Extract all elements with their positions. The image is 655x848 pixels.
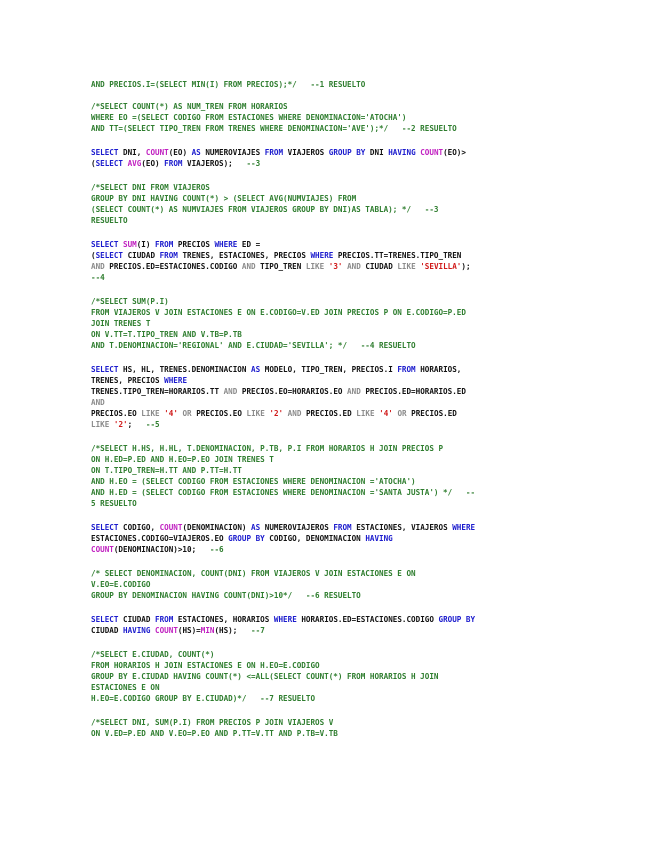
code-token: --5 — [145, 420, 160, 429]
code-token: FROM — [333, 523, 352, 532]
code-token: (DENOMINACION)>10; — [113, 545, 210, 554]
code-token: PRECIOS.ED=ESTACIONES.CODIGO — [104, 262, 242, 271]
code-token: COUNT — [145, 148, 169, 157]
code-token: WHERE — [310, 251, 334, 260]
code-token: NUMEROVIAJEROS — [260, 523, 334, 532]
code-token: HS, HL, TRENES.DENOMINACION — [118, 365, 252, 374]
code-token: /* SELECT DENOMINACION, COUNT(DNI) FROM VIAJEROS V JOIN ESTACIONES E ON — [91, 569, 416, 578]
code-token: '2' — [269, 409, 284, 418]
code-line — [91, 319, 150, 329]
code-line — [91, 365, 461, 375]
code-line — [91, 113, 406, 123]
code-token: FROM — [164, 159, 183, 168]
code-line — [91, 240, 260, 250]
code-token: (EO) — [168, 148, 192, 157]
code-line — [91, 262, 471, 272]
code-token: PRECIOS.EO=HORARIOS.EO — [237, 387, 348, 396]
code-token: ESTACIONES, VIAJEROS — [351, 523, 453, 532]
code-line — [91, 159, 260, 169]
code-line — [91, 251, 461, 261]
code-token: HORARIOS.ED=ESTACIONES.CODIGO — [296, 615, 439, 624]
code-token: V.EO=E.CODIGO — [91, 580, 151, 589]
code-token: ON V.ED=P.ED AND V.EO=P.EO AND P.TT=V.TT AND P.TB=V.TB — [91, 729, 338, 738]
code-line — [91, 420, 160, 430]
code-line — [91, 545, 224, 555]
code-token: CIUDAD — [123, 251, 160, 260]
code-token: AND H.EO = (SELECT CODIGO FROM ESTACIONES WHERE DENOMINACION ='ATOCHA') — [91, 477, 416, 486]
code-token: CODIGO, DENOMINACION — [264, 534, 366, 543]
code-token: DNI — [365, 148, 389, 157]
code-token: AVG — [127, 159, 142, 168]
code-token: ON T.TIPO_TREN=H.TT AND P.TT=H.TT — [91, 466, 242, 475]
code-token: AND T.DENOMINACION='REGIONAL' AND E.CIUDAD='SEVILLA'; */ --4 RESUELTO — [91, 341, 416, 350]
code-token: TIPO_TREN — [255, 262, 306, 271]
code-token: PRECIOS.ED — [301, 409, 357, 418]
code-line — [91, 444, 443, 454]
code-token: WHERE — [273, 615, 297, 624]
code-line — [91, 650, 214, 660]
code-token: ( — [91, 159, 96, 168]
code-line — [91, 80, 365, 90]
code-line — [91, 591, 361, 601]
code-token: TRENES, ESTACIONES, PRECIOS — [177, 251, 311, 260]
code-token: FROM — [264, 148, 284, 157]
code-token: /*SELECT SUM(P.I) — [91, 297, 169, 306]
code-token: WHERE — [214, 240, 238, 249]
code-token: AS — [251, 523, 261, 532]
code-token: SELECT — [91, 240, 119, 249]
code-line — [91, 626, 265, 636]
code-line — [91, 409, 457, 419]
code-token: HAVING — [365, 534, 393, 543]
code-token: DNI, — [118, 148, 146, 157]
code-line — [91, 580, 150, 590]
code-token: PRECIOS.ED — [406, 409, 457, 418]
code-token: ED = — [237, 240, 261, 249]
code-token: ); — [461, 262, 471, 271]
code-line — [91, 273, 105, 283]
code-token: --6 — [209, 545, 224, 554]
code-token: '2' — [113, 420, 128, 429]
code-line — [91, 194, 356, 204]
code-token: AND — [347, 387, 361, 396]
code-token: /*SELECT H.HS, H.HL, T.DENOMINACION, P.TB, P.I FROM HORARIOS H JOIN PRECIOS P — [91, 444, 444, 453]
code-token: VIAJEROS); — [182, 159, 247, 168]
code-token: LIKE — [356, 409, 375, 418]
code-token: VIAJEROS — [283, 148, 329, 157]
code-token: GROUP BY DNI HAVING COUNT(*) > (SELECT AVG(NUMVIAJES) FROM — [91, 194, 357, 203]
code-token: /*SELECT DNI FROM VIAJEROS — [91, 183, 210, 192]
code-line — [91, 661, 320, 671]
code-token: ON H.ED=P.ED AND H.EO=P.EO JOIN TRENES T — [91, 455, 274, 464]
code-token: ( — [91, 251, 96, 260]
code-token: GROUP BY — [328, 148, 366, 157]
code-token: LIKE — [141, 409, 160, 418]
code-token: COUNT — [159, 523, 183, 532]
code-token: NUMEROVIAJES — [200, 148, 265, 157]
code-line — [91, 672, 438, 682]
code-token: WHERE — [164, 376, 188, 385]
code-token: /*SELECT DNI, SUM(P.I) FROM PRECIOS P JOIN VIAJEROS V — [91, 718, 334, 727]
code-line — [91, 694, 315, 704]
code-line — [91, 330, 242, 340]
code-line — [91, 615, 475, 625]
code-token: SELECT — [91, 365, 119, 374]
code-token: LIKE — [91, 420, 110, 429]
code-token: AND PRECIOS.I=(SELECT MIN(I) FROM PRECIOS);*/ --1 RESUELTO — [91, 80, 366, 89]
code-token: OR — [397, 409, 407, 418]
code-token: HAVING — [123, 626, 151, 635]
code-token: '4' — [164, 409, 178, 418]
code-line — [91, 102, 288, 112]
code-token: SELECT — [91, 615, 119, 624]
code-token: FROM VIAJEROS V JOIN ESTACIONES E ON E.CODIGO=V.ED JOIN PRECIOS P ON E.CODIGO=P.ED — [91, 308, 466, 317]
code-token: CODIGO, — [118, 523, 160, 532]
code-token: (HS); — [214, 626, 252, 635]
code-line — [91, 488, 475, 498]
code-token: HAVING — [388, 148, 416, 157]
code-line — [91, 569, 416, 579]
code-token: '3' — [328, 262, 343, 271]
code-token: WHERE — [452, 523, 476, 532]
code-token: GROUP BY — [438, 615, 476, 624]
code-line — [91, 398, 105, 408]
code-token: GROUP BY — [228, 534, 265, 543]
code-token: FROM — [397, 365, 416, 374]
code-token: COUNT — [420, 148, 444, 157]
code-token: FROM — [159, 251, 178, 260]
code-line — [91, 466, 242, 476]
code-token: ESTACIONES.CODIGO=VIAJEROS.EO — [91, 534, 229, 543]
code-line — [91, 183, 210, 193]
code-token: GROUP BY E.CIUDAD HAVING COUNT(*) <=ALL(SELECT COUNT(*) FROM HORARIOS H JOIN — [91, 672, 439, 681]
code-token: PRECIOS.TT=TRENES.TIPO_TREN — [333, 251, 462, 260]
code-token: SELECT — [91, 148, 119, 157]
code-line — [91, 341, 416, 351]
code-token: PRECIOS — [173, 240, 215, 249]
code-line — [91, 205, 438, 215]
code-token: --4 — [91, 273, 105, 282]
code-line — [91, 499, 137, 509]
code-token: AND — [91, 262, 105, 271]
code-token: AND — [287, 409, 302, 418]
code-token: /*SELECT E.CIUDAD, COUNT(*) — [91, 650, 215, 659]
code-token: SELECT — [95, 251, 124, 260]
code-token: ON V.TT=T.TIPO_TREN AND V.TB=P.TB — [91, 330, 242, 339]
code-token: SUM — [123, 240, 137, 249]
code-line — [91, 308, 466, 318]
code-token: FROM HORARIOS H JOIN ESTACIONES E ON H.EO=E.CODIGO — [91, 661, 320, 670]
code-token: WHERE EO =(SELECT CODIGO FROM ESTACIONES WHERE DENOMINACION='ATOCHA') — [91, 113, 407, 122]
code-line — [91, 297, 169, 307]
code-token: CIUDAD — [91, 626, 124, 635]
code-token: COUNT — [155, 626, 178, 635]
code-token: SELECT — [95, 159, 124, 168]
code-token: /*SELECT COUNT(*) AS NUM_TREN FROM HORARIOS — [91, 102, 288, 111]
code-token: CIUDAD — [118, 615, 156, 624]
code-token: H.EO=E.CODIGO GROUP BY E.CIUDAD)*/ --7 RESUELTO — [91, 694, 316, 703]
code-token: MODELO, TIPO_TREN, PRECIOS.I — [260, 365, 398, 374]
code-token: LIKE — [246, 409, 265, 418]
code-line — [91, 683, 160, 693]
code-line — [91, 455, 274, 465]
code-token: ; — [127, 420, 146, 429]
code-line — [91, 729, 338, 739]
code-line — [91, 216, 128, 226]
code-line — [91, 477, 416, 487]
code-token: 5 RESUELTO — [91, 499, 137, 508]
code-line — [91, 534, 393, 544]
code-token: MIN — [200, 626, 215, 635]
code-token: LIKE — [305, 262, 325, 271]
code-token: (HS)= — [177, 626, 201, 635]
code-token: AND — [91, 398, 105, 407]
code-token: (EO)> — [443, 148, 466, 157]
code-token: AND H.ED = (SELECT CODIGO FROM ESTACIONES WHERE DENOMINACION ='SANTA JUSTA') */ -- — [91, 488, 476, 497]
code-token: HORARIOS, — [415, 365, 462, 374]
code-token: PRECIOS.ED=HORARIOS.ED — [360, 387, 466, 396]
code-token: LIKE — [397, 262, 416, 271]
code-token: AS — [191, 148, 201, 157]
code-token: AND — [241, 262, 256, 271]
code-token: PRECIOS.EO — [191, 409, 247, 418]
code-line — [91, 387, 466, 397]
code-token: FROM — [155, 615, 174, 624]
code-token: AND — [347, 262, 361, 271]
code-token: COUNT — [91, 545, 114, 554]
code-token: AND TT=(SELECT TIPO_TREN FROM TRENES WHERE DENOMINACION='AVE');*/ --2 RESUELTO — [91, 124, 457, 133]
code-token: 'SEVILLA' — [420, 262, 462, 271]
code-token: RESUELTO — [91, 216, 128, 225]
code-token: ESTACIONES E ON — [91, 683, 160, 692]
code-token: (DENOMINACION) — [182, 523, 252, 532]
code-token: SELECT — [91, 523, 119, 532]
code-token: TRENES.TIPO_TREN=HORARIOS.TT — [91, 387, 224, 396]
code-line — [91, 148, 466, 158]
code-token: OR — [182, 409, 192, 418]
code-token: (EO) — [141, 159, 165, 168]
code-token: --3 — [246, 159, 261, 168]
code-token: '4' — [379, 409, 393, 418]
code-line — [91, 718, 333, 728]
code-token: (SELECT COUNT(*) AS NUMVIAJES FROM VIAJEROS GROUP BY DNI)AS TABLA); */ --3 — [91, 205, 439, 214]
code-token: (I) — [136, 240, 156, 249]
code-token: TRENES, PRECIOS — [91, 376, 165, 385]
code-token: JOIN TRENES T — [91, 319, 151, 328]
code-token: CIUDAD — [360, 262, 398, 271]
code-line — [91, 523, 475, 533]
code-token: ESTACIONES, HORARIOS — [173, 615, 274, 624]
code-token: --7 — [251, 626, 265, 635]
code-line — [91, 376, 187, 386]
code-token: AND — [223, 387, 238, 396]
code-token: GROUP BY DENOMINACION HAVING COUNT(DNI)>10*/ --6 RESUELTO — [91, 591, 361, 600]
code-token: AS — [251, 365, 261, 374]
code-token: PRECIOS.EO — [91, 409, 142, 418]
code-line — [91, 124, 457, 134]
code-token: FROM — [155, 240, 174, 249]
